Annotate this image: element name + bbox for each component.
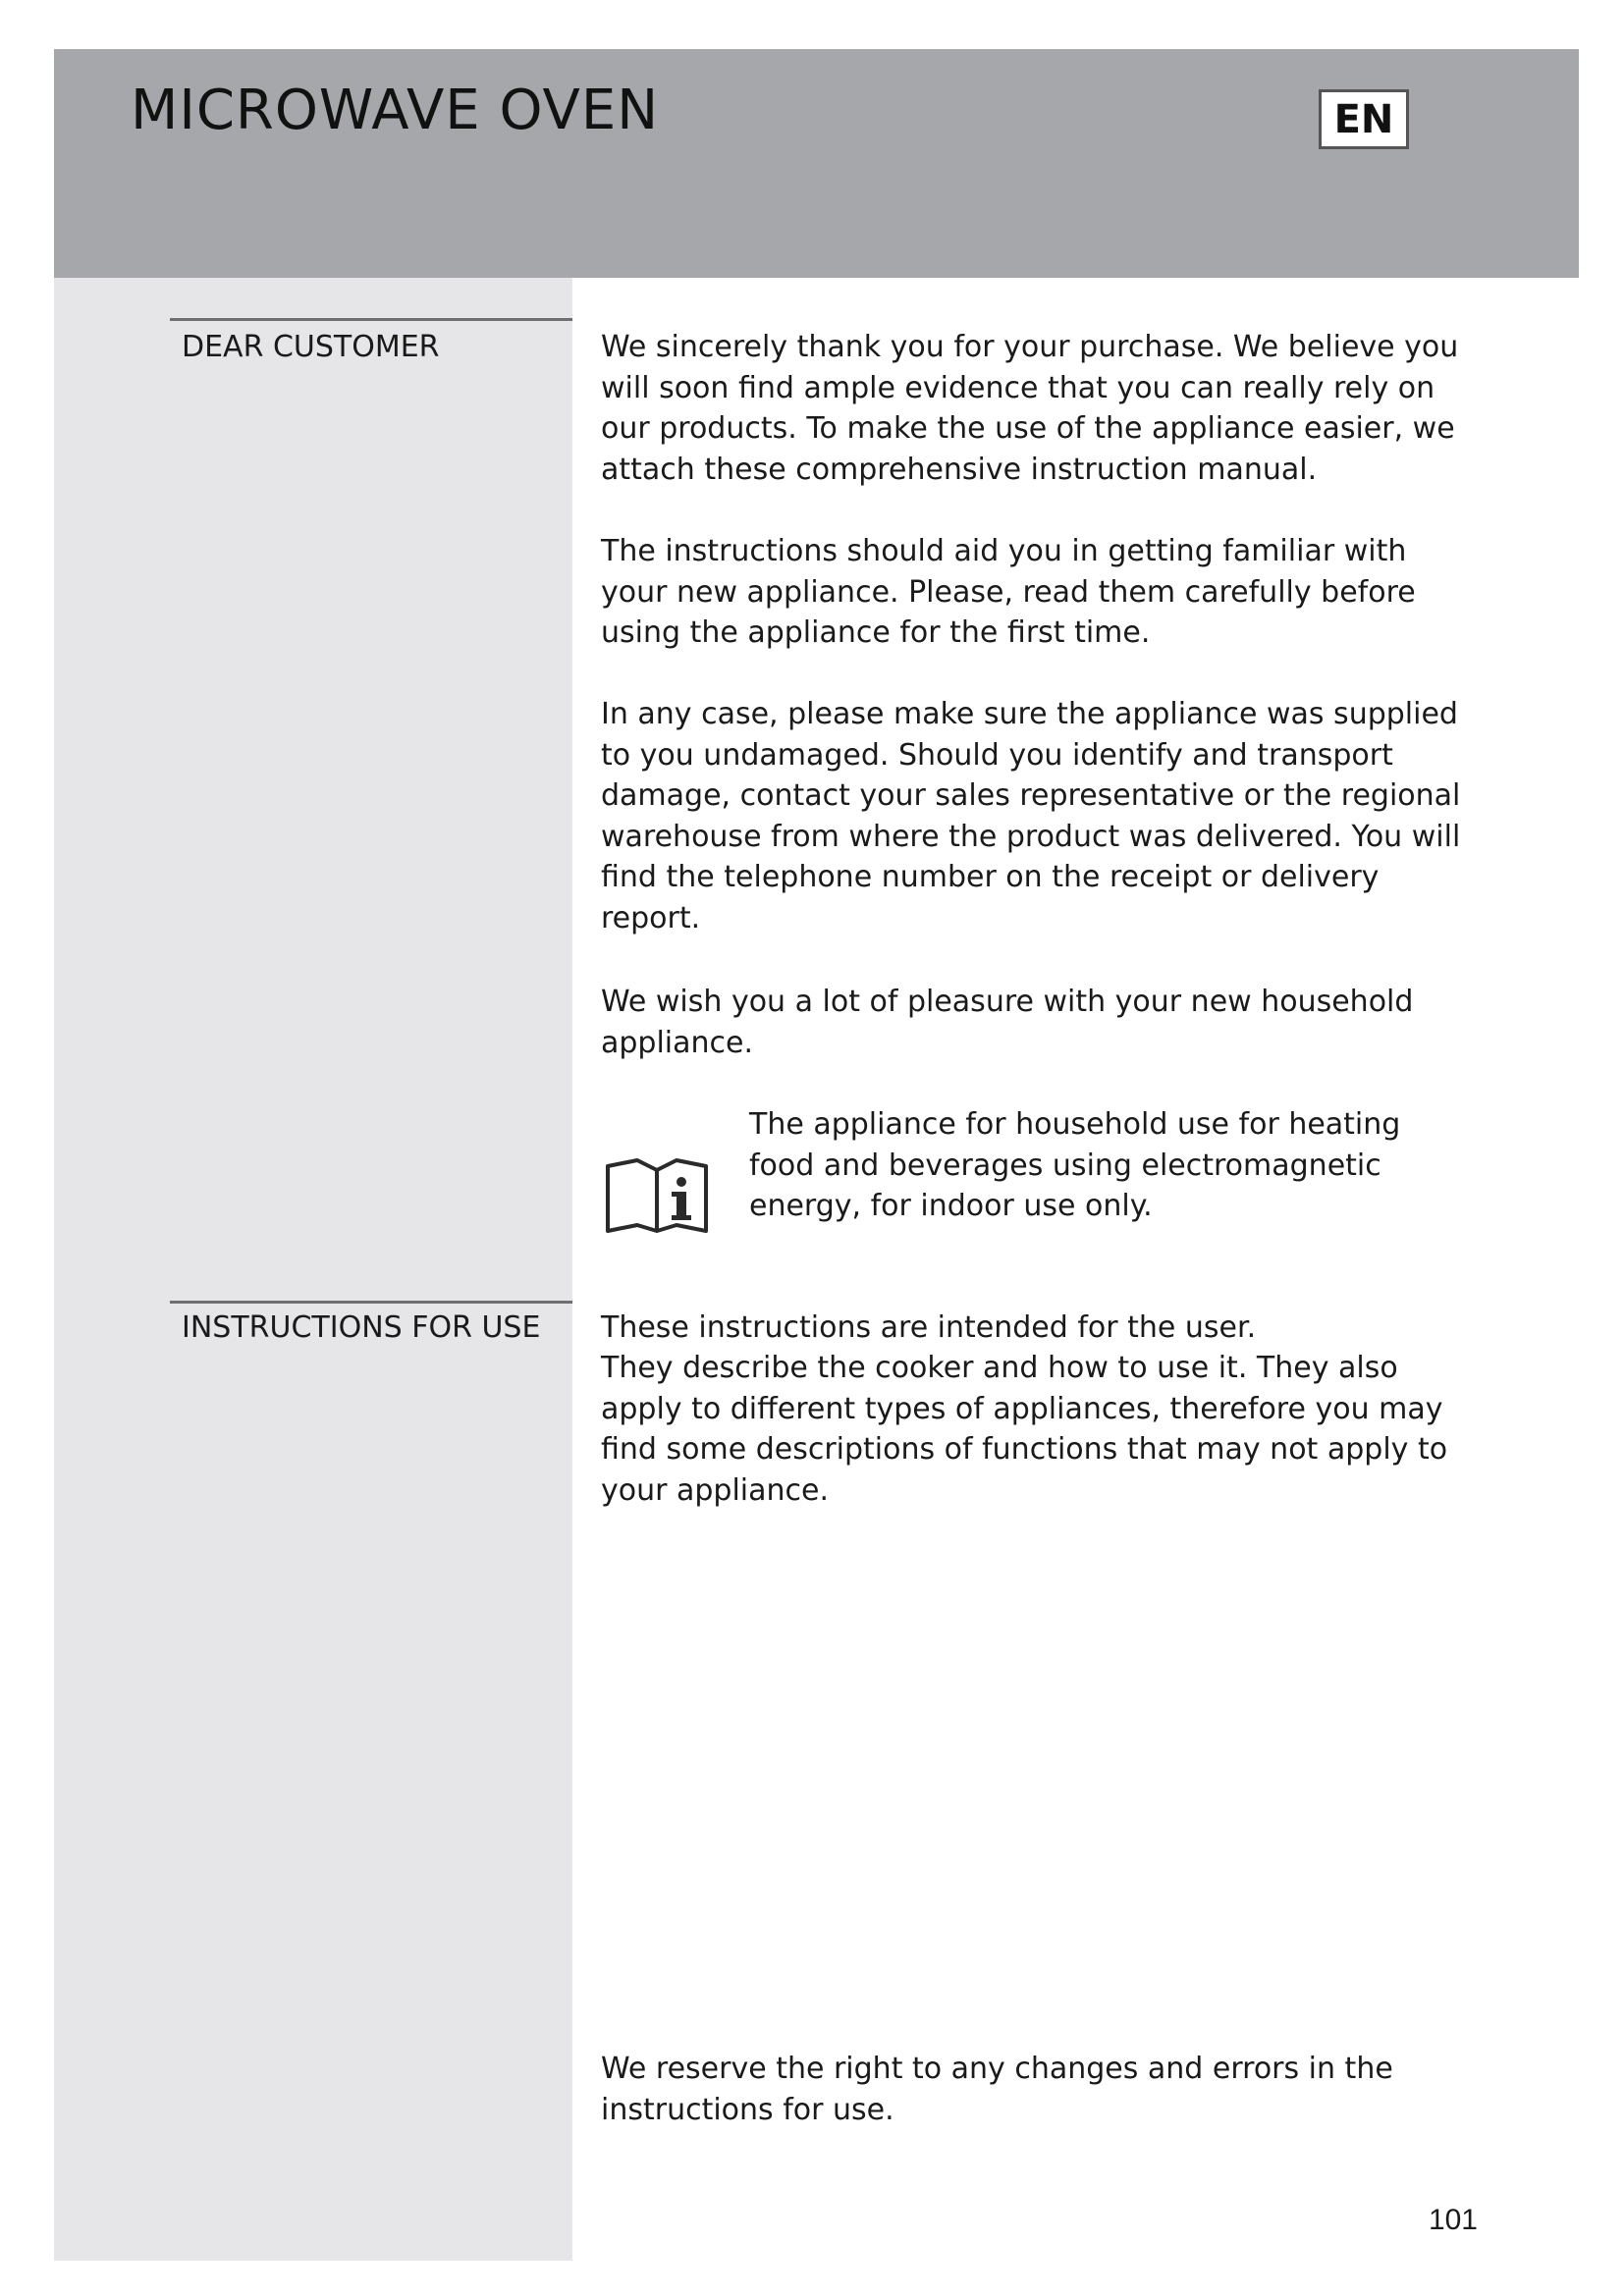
section-label-instructions: INSTRUCTIONS FOR USE xyxy=(182,1310,541,1345)
section-divider-instructions xyxy=(170,1301,572,1304)
sidebar-column xyxy=(54,278,572,2261)
paragraph-thank-you: We sincerely thank you for your purchase. We believe you will soon find ample evidence that you can really rely on our products. To make the use of the appliance easier, we attach these comprehensive instruction manual. xyxy=(601,330,1459,487)
instructions-description: They describe the cooker and how to use it. They also apply to different types of appliances, therefore you may find some descriptions of functions that may not apply to your appliance. xyxy=(601,1351,1448,1508)
info-note-text: The appliance for household use for heating food and beverages using electromagnetic energy, for indoor use only. xyxy=(749,1107,1401,1223)
info-manual-icon xyxy=(604,1156,710,1235)
page-title: MICROWAVE OVEN xyxy=(131,79,660,142)
section-divider-dear-customer xyxy=(170,318,572,321)
language-badge: EN xyxy=(1319,89,1409,149)
section-label-dear-customer: DEAR CUSTOMER xyxy=(182,330,440,364)
page-number: 101 xyxy=(1428,2204,1478,2236)
instructions-intended-user: These instructions are intended for the user. xyxy=(601,1310,1257,1345)
disclaimer-text: We reserve the right to any changes and errors in the instructions for use. xyxy=(601,2052,1393,2127)
paragraph-damage-check: In any case, please make sure the appliance was supplied to you undamaged. Should you identify and transport damage, contact your sales representative or the regional warehouse from where the product was delivered. You will find the telephone number on the receipt or delivery report. xyxy=(601,697,1461,935)
paragraph-pleasure: We wish you a lot of pleasure with your new household appliance. xyxy=(601,985,1414,1060)
paragraph-instructions-aid: The instructions should aid you in getting familiar with your new appliance. Please, read them carefully before using the appliance for the first time. xyxy=(601,534,1416,650)
